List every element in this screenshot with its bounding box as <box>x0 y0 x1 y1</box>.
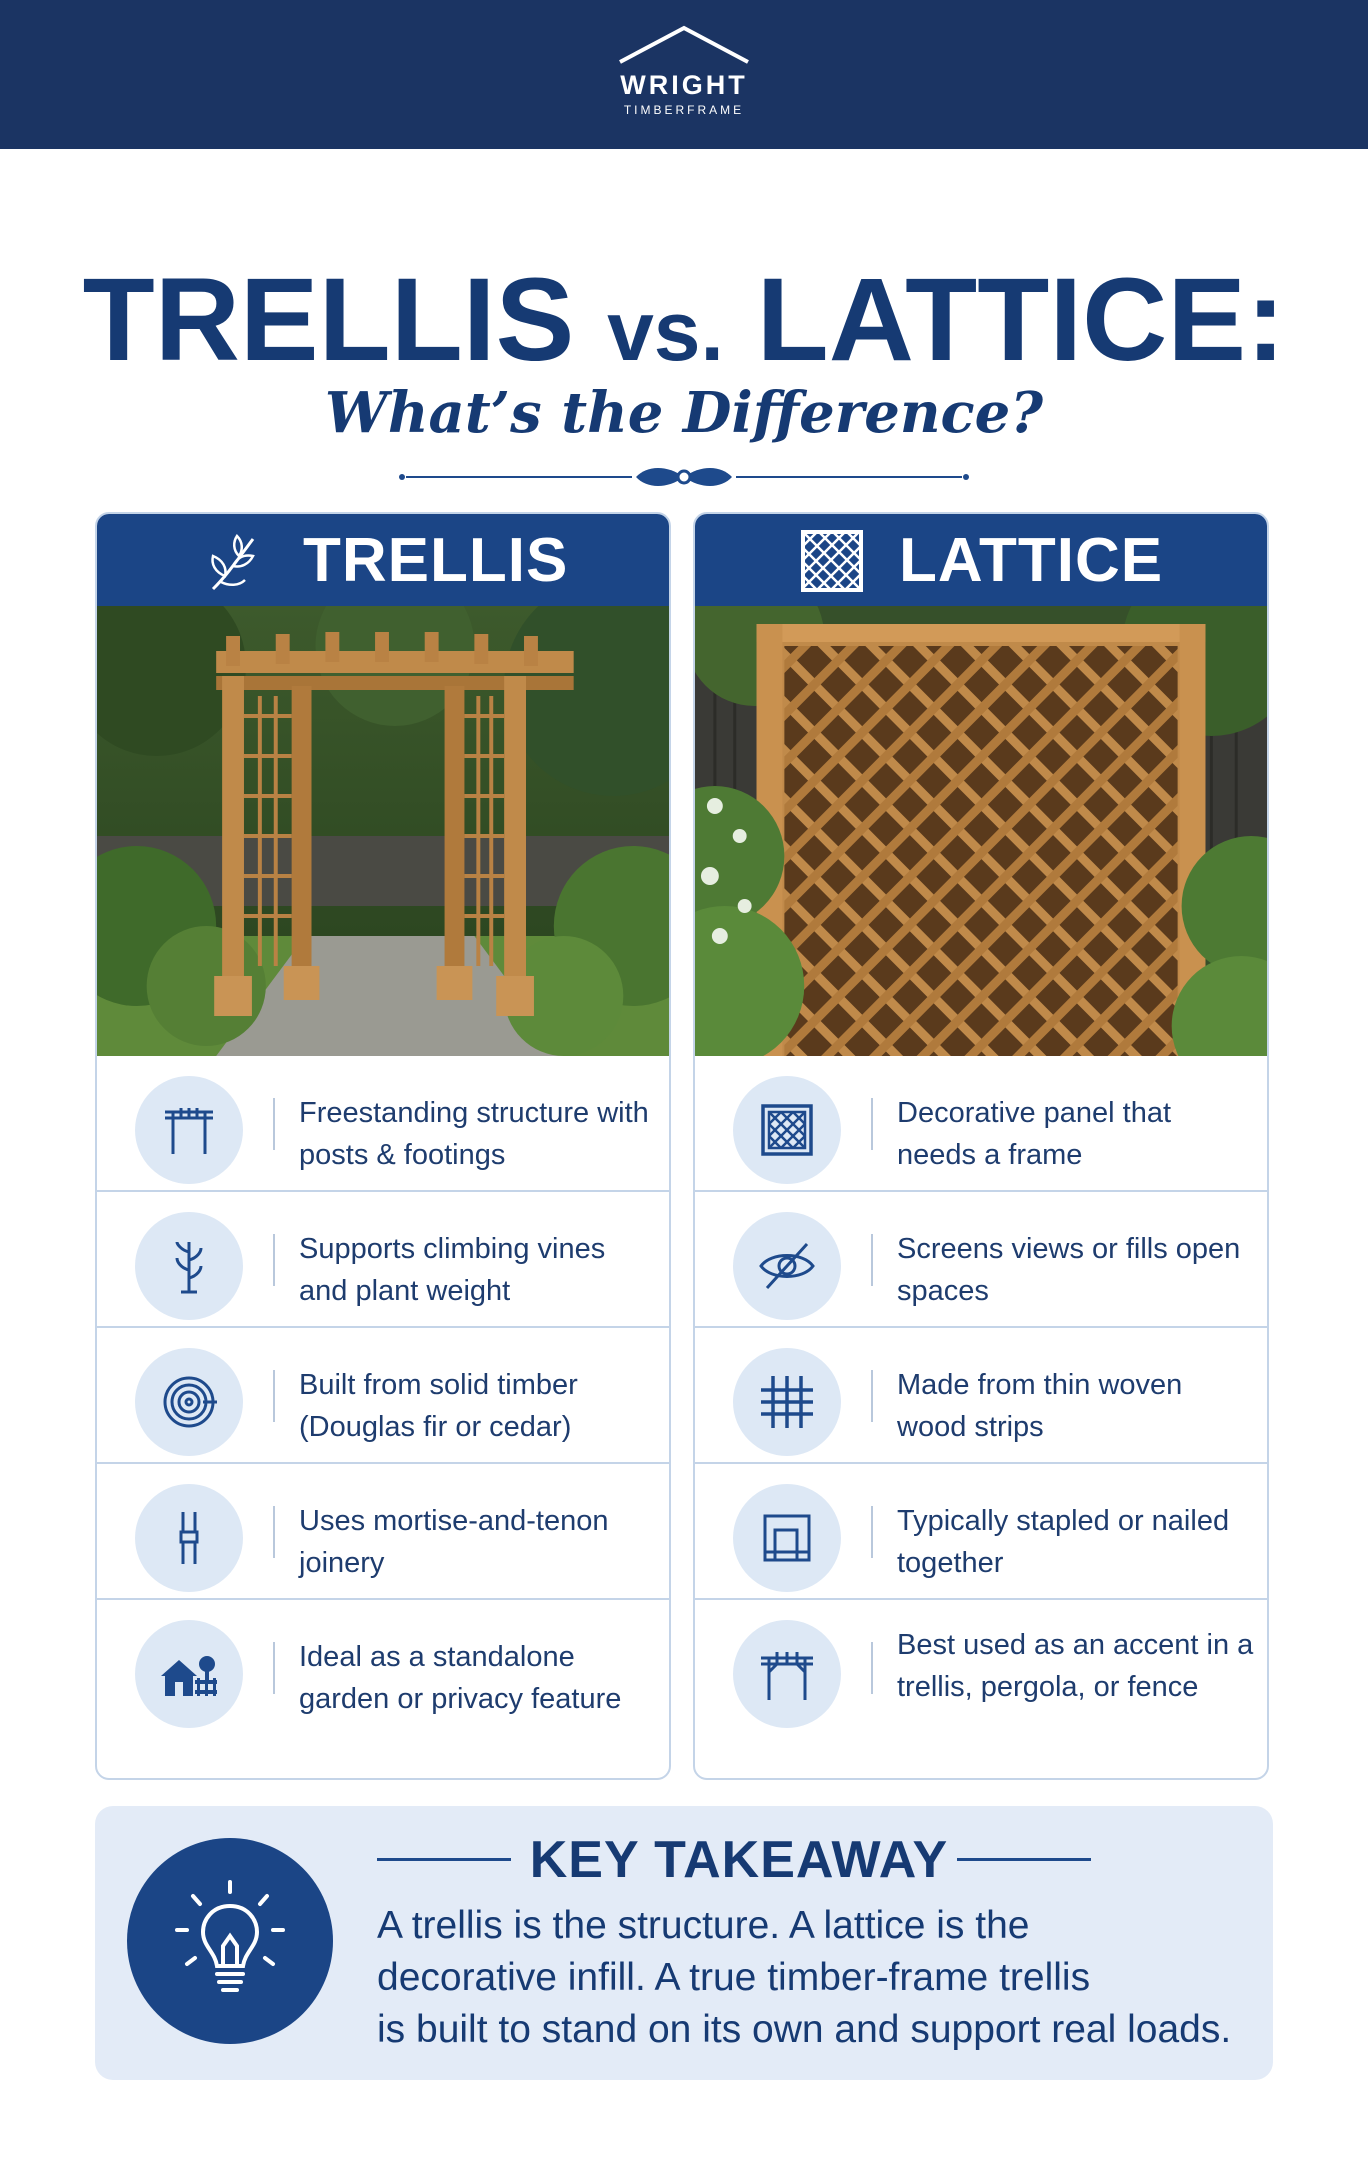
trellis-panel <box>95 512 671 1780</box>
lattice-title: LATTICE <box>899 526 1164 595</box>
lattice-panel-photo <box>695 606 1267 1056</box>
list-item <box>97 1056 669 1192</box>
trellis-feature-text: Uses mortise-and-tenon joinery <box>299 1505 609 1579</box>
trellis-icon-circle <box>135 1212 243 1320</box>
lattice-feature-text: Decorative panel that needs a frame <box>897 1097 1172 1171</box>
row-separator <box>871 1234 873 1286</box>
key-takeaway-box <box>95 1806 1273 2080</box>
lattice-icon-circle <box>733 1484 841 1592</box>
top-banner <box>0 0 1368 149</box>
title-part2: LATTICE: <box>723 254 1286 386</box>
list-item <box>695 1464 1267 1600</box>
takeaway-body <box>377 1900 1257 2056</box>
list-item <box>97 1328 669 1464</box>
leaf-sprig-icon <box>203 534 263 594</box>
lightbulb-icon <box>165 1876 295 2006</box>
page-subtitle: What’s the Difference? <box>324 380 1044 446</box>
row-separator <box>871 1506 873 1558</box>
framed-panel-icon <box>757 1100 817 1160</box>
row-separator <box>273 1370 275 1422</box>
list-item <box>695 1056 1267 1192</box>
trellis-icon-circle <box>135 1484 243 1592</box>
row-separator <box>871 1098 873 1150</box>
woven-strips-icon <box>757 1372 817 1432</box>
trellis-feature-text: Supports climbing vines and plant weight <box>299 1233 606 1307</box>
joinery-icon <box>159 1508 219 1568</box>
takeaway-line-1: A trellis is the structure. A lattice is the <box>377 1904 1030 1947</box>
lattice-grid-icon <box>801 530 863 592</box>
lattice-panel <box>693 512 1269 1780</box>
trellis-feature-text: Freestanding structure with posts & footings <box>299 1097 649 1171</box>
list-item <box>97 1192 669 1328</box>
list-item <box>695 1192 1267 1328</box>
pergola-icon <box>757 1644 817 1704</box>
trellis-title: TRELLIS <box>303 526 569 595</box>
lattice-header <box>695 514 1267 606</box>
staple-icon <box>757 1508 817 1568</box>
lattice-icon-circle <box>733 1348 841 1456</box>
takeaway-rule-right <box>957 1858 1091 1861</box>
page-title <box>0 255 1368 396</box>
title-vs: vs. <box>607 284 724 378</box>
arbor-frame-icon <box>159 1100 219 1160</box>
lattice-feature-text: Typically stapled or nailed together <box>897 1505 1230 1579</box>
lattice-feature-text: Made from thin woven wood strips <box>897 1369 1183 1443</box>
takeaway-line-3: is built to stand on its own and support real loads. <box>377 2008 1232 2051</box>
takeaway-line-2: decorative infill. A true timber-frame trellis <box>377 1956 1091 1999</box>
list-item <box>97 1600 669 1736</box>
lattice-feature-text: Screens views or fills open spaces <box>897 1233 1241 1307</box>
trellis-arbor-photo <box>97 606 669 1056</box>
eye-slash-icon <box>757 1236 817 1296</box>
trellis-icon-circle <box>135 1076 243 1184</box>
row-separator <box>273 1506 275 1558</box>
takeaway-title: KEY TAKEAWAY <box>529 1831 949 1889</box>
roof-logo-icon <box>616 24 752 64</box>
lattice-icon-circle <box>733 1212 841 1320</box>
trellis-feature-text: Built from solid timber (Douglas fir or cedar) <box>299 1369 578 1443</box>
lattice-icon-circle <box>733 1620 841 1728</box>
ornament-divider <box>396 462 972 492</box>
climbing-vine-icon <box>159 1236 219 1296</box>
trellis-header <box>97 514 669 606</box>
row-separator <box>871 1370 873 1422</box>
row-separator <box>871 1642 873 1694</box>
row-separator <box>273 1098 275 1150</box>
lattice-feature-text: Best used as an accent in a trellis, pergola, or fence <box>897 1629 1254 1703</box>
brand-logo[interactable] <box>584 24 784 124</box>
brand-tagline: TIMBERFRAME <box>623 103 745 117</box>
house-garden-icon <box>159 1644 219 1704</box>
title-part1: TRELLIS <box>82 254 608 386</box>
row-separator <box>273 1234 275 1286</box>
trellis-icon-circle <box>135 1348 243 1456</box>
list-item <box>695 1328 1267 1464</box>
trellis-feature-text: Ideal as a standalone garden or privacy feature <box>299 1641 622 1715</box>
list-item <box>695 1600 1267 1736</box>
row-separator <box>273 1642 275 1694</box>
lattice-icon-circle <box>733 1076 841 1184</box>
trellis-icon-circle <box>135 1620 243 1728</box>
wood-grain-icon <box>159 1372 219 1432</box>
brand-name: WRIGHT <box>620 70 748 100</box>
list-item <box>97 1464 669 1600</box>
